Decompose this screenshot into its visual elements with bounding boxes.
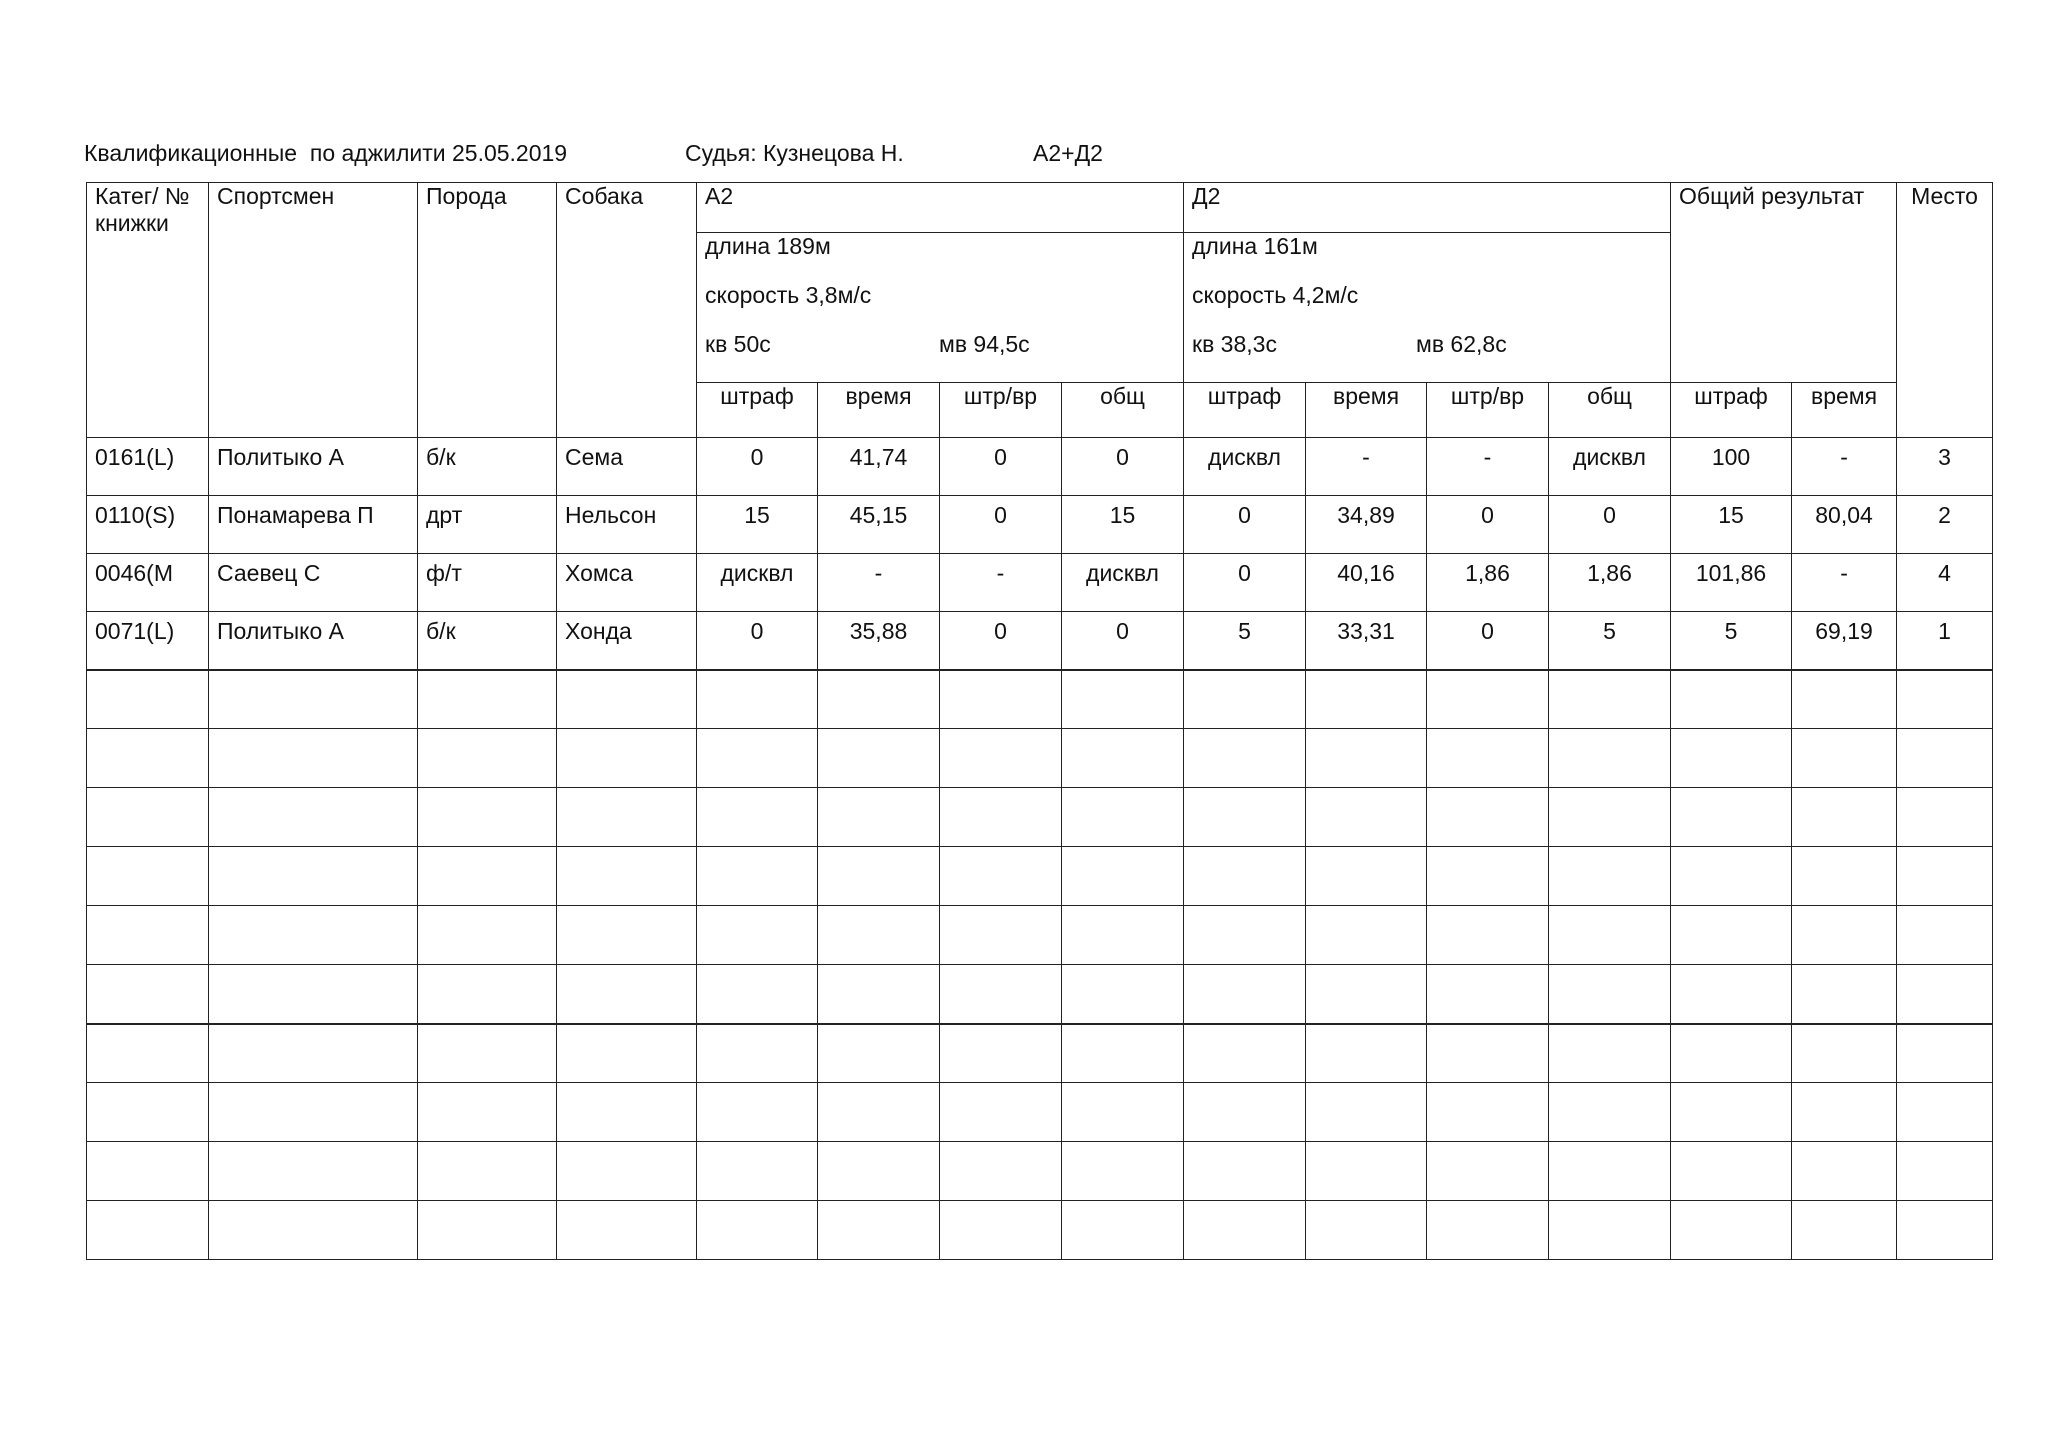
- cell-breed: ф/т: [418, 554, 557, 612]
- cell-place: 1: [1897, 612, 1993, 670]
- cell-overall-time: 69,19: [1792, 612, 1897, 670]
- course-d2-info: [1184, 233, 1671, 383]
- cell-category: 0046(M: [87, 554, 209, 612]
- cell-d2-total: 1,86: [1549, 554, 1671, 612]
- cell-d2-penalty: дисквл: [1184, 438, 1306, 496]
- empty-row: [87, 788, 1993, 847]
- cell-d2-total: дисквл: [1549, 438, 1671, 496]
- cell-d2-time-penalty: 0: [1427, 496, 1549, 554]
- a2-sub-time-penalty: штр/вр: [940, 383, 1062, 438]
- col-overall: Общий результат: [1671, 183, 1897, 383]
- d2-sub-time: время: [1306, 383, 1427, 438]
- course-a2-name: А2: [697, 183, 1184, 233]
- cell-a2-time: 45,15: [818, 496, 940, 554]
- cell-breed: б/к: [418, 612, 557, 670]
- cell-category: 0161(L): [87, 438, 209, 496]
- cell-a2-time: 41,74: [818, 438, 940, 496]
- cell-dog: Нельсон: [557, 496, 697, 554]
- col-athlete: Спортсмен: [209, 183, 418, 438]
- cell-place: 2: [1897, 496, 1993, 554]
- class-label: А2+Д2: [1033, 140, 1103, 166]
- course-a2-kv: кв 50с: [705, 331, 771, 357]
- cell-overall-penalty: 101,86: [1671, 554, 1792, 612]
- cell-a2-time-penalty: 0: [940, 438, 1062, 496]
- overall-sub-penalty: штраф: [1671, 383, 1792, 438]
- cell-d2-time: 33,31: [1306, 612, 1427, 670]
- empty-row: [87, 1142, 1993, 1201]
- cell-a2-total: дисквл: [1062, 554, 1184, 612]
- cell-dog: Сема: [557, 438, 697, 496]
- course-d2-kv: кв 38,3с: [1192, 331, 1277, 357]
- header-row-1: [87, 183, 1993, 233]
- cell-place: 4: [1897, 554, 1993, 612]
- cell-a2-time-penalty: 0: [940, 612, 1062, 670]
- cell-a2-penalty: 0: [697, 612, 818, 670]
- cell-d2-time: 34,89: [1306, 496, 1427, 554]
- sheet-title: Квалификационные по аджилити 25.05.2019: [84, 140, 568, 166]
- cell-d2-total: 5: [1549, 612, 1671, 670]
- cell-a2-total: 0: [1062, 438, 1184, 496]
- cell-overall-time: -: [1792, 438, 1897, 496]
- empty-row: [87, 670, 1993, 729]
- table-row: [87, 438, 1993, 496]
- judge-name: Судья: Кузнецова Н.: [685, 140, 904, 166]
- col-place: Место: [1897, 183, 1993, 438]
- empty-row: [87, 965, 1993, 1024]
- cell-athlete: Саевец С: [209, 554, 418, 612]
- cell-d2-time-penalty: -: [1427, 438, 1549, 496]
- course-d2-mv: мв 62,8с: [1416, 331, 1507, 357]
- course-a2-mv: мв 94,5с: [939, 331, 1030, 357]
- cell-a2-total: 15: [1062, 496, 1184, 554]
- cell-category: 0071(L): [87, 612, 209, 670]
- cell-overall-time: -: [1792, 554, 1897, 612]
- cell-athlete: Понамарева П: [209, 496, 418, 554]
- cell-d2-time: 40,16: [1306, 554, 1427, 612]
- cell-d2-time-penalty: 0: [1427, 612, 1549, 670]
- table-row: [87, 612, 1993, 670]
- cell-overall-penalty: 15: [1671, 496, 1792, 554]
- course-d2-name: Д2: [1184, 183, 1671, 233]
- empty-row: [87, 1083, 1993, 1142]
- cell-overall-time: 80,04: [1792, 496, 1897, 554]
- results-table: [86, 182, 1993, 1260]
- cell-breed: дрт: [418, 496, 557, 554]
- a2-sub-total: общ: [1062, 383, 1184, 438]
- table-row: [87, 496, 1993, 554]
- course-a2-speed: скорость 3,8м/с: [705, 282, 872, 308]
- cell-a2-time-penalty: -: [940, 554, 1062, 612]
- cell-a2-time: -: [818, 554, 940, 612]
- cell-place: 3: [1897, 438, 1993, 496]
- col-breed: Порода: [418, 183, 557, 438]
- cell-a2-penalty: 0: [697, 438, 818, 496]
- empty-row: [87, 847, 1993, 906]
- course-d2-speed: скорость 4,2м/с: [1192, 282, 1359, 308]
- cell-category: 0110(S): [87, 496, 209, 554]
- cell-d2-penalty: 0: [1184, 496, 1306, 554]
- cell-breed: б/к: [418, 438, 557, 496]
- d2-sub-penalty: штраф: [1184, 383, 1306, 438]
- col-category: Катег/ № книжки: [87, 183, 209, 438]
- course-d2-length: длина 161м: [1192, 233, 1318, 259]
- cell-d2-time: -: [1306, 438, 1427, 496]
- cell-athlete: Политыко А: [209, 612, 418, 670]
- table-row: [87, 554, 1993, 612]
- cell-a2-total: 0: [1062, 612, 1184, 670]
- a2-sub-time: время: [818, 383, 940, 438]
- empty-row: [87, 729, 1993, 788]
- cell-a2-penalty: 15: [697, 496, 818, 554]
- cell-athlete: Политыко А: [209, 438, 418, 496]
- cell-d2-penalty: 0: [1184, 554, 1306, 612]
- empty-row: [87, 1024, 1993, 1083]
- col-dog: Собака: [557, 183, 697, 438]
- course-a2-info: [697, 233, 1184, 383]
- cell-a2-time: 35,88: [818, 612, 940, 670]
- a2-sub-penalty: штраф: [697, 383, 818, 438]
- cell-d2-penalty: 5: [1184, 612, 1306, 670]
- course-a2-length: длина 189м: [705, 233, 831, 259]
- empty-row: [87, 906, 1993, 965]
- empty-row: [87, 1201, 1993, 1260]
- cell-dog: Хонда: [557, 612, 697, 670]
- d2-sub-total: общ: [1549, 383, 1671, 438]
- cell-overall-penalty: 5: [1671, 612, 1792, 670]
- cell-overall-penalty: 100: [1671, 438, 1792, 496]
- cell-dog: Хомса: [557, 554, 697, 612]
- overall-sub-time: время: [1792, 383, 1897, 438]
- cell-d2-time-penalty: 1,86: [1427, 554, 1549, 612]
- cell-d2-total: 0: [1549, 496, 1671, 554]
- cell-a2-penalty: дисквл: [697, 554, 818, 612]
- sheet-header: [84, 140, 1284, 174]
- cell-a2-time-penalty: 0: [940, 496, 1062, 554]
- d2-sub-time-penalty: штр/вр: [1427, 383, 1549, 438]
